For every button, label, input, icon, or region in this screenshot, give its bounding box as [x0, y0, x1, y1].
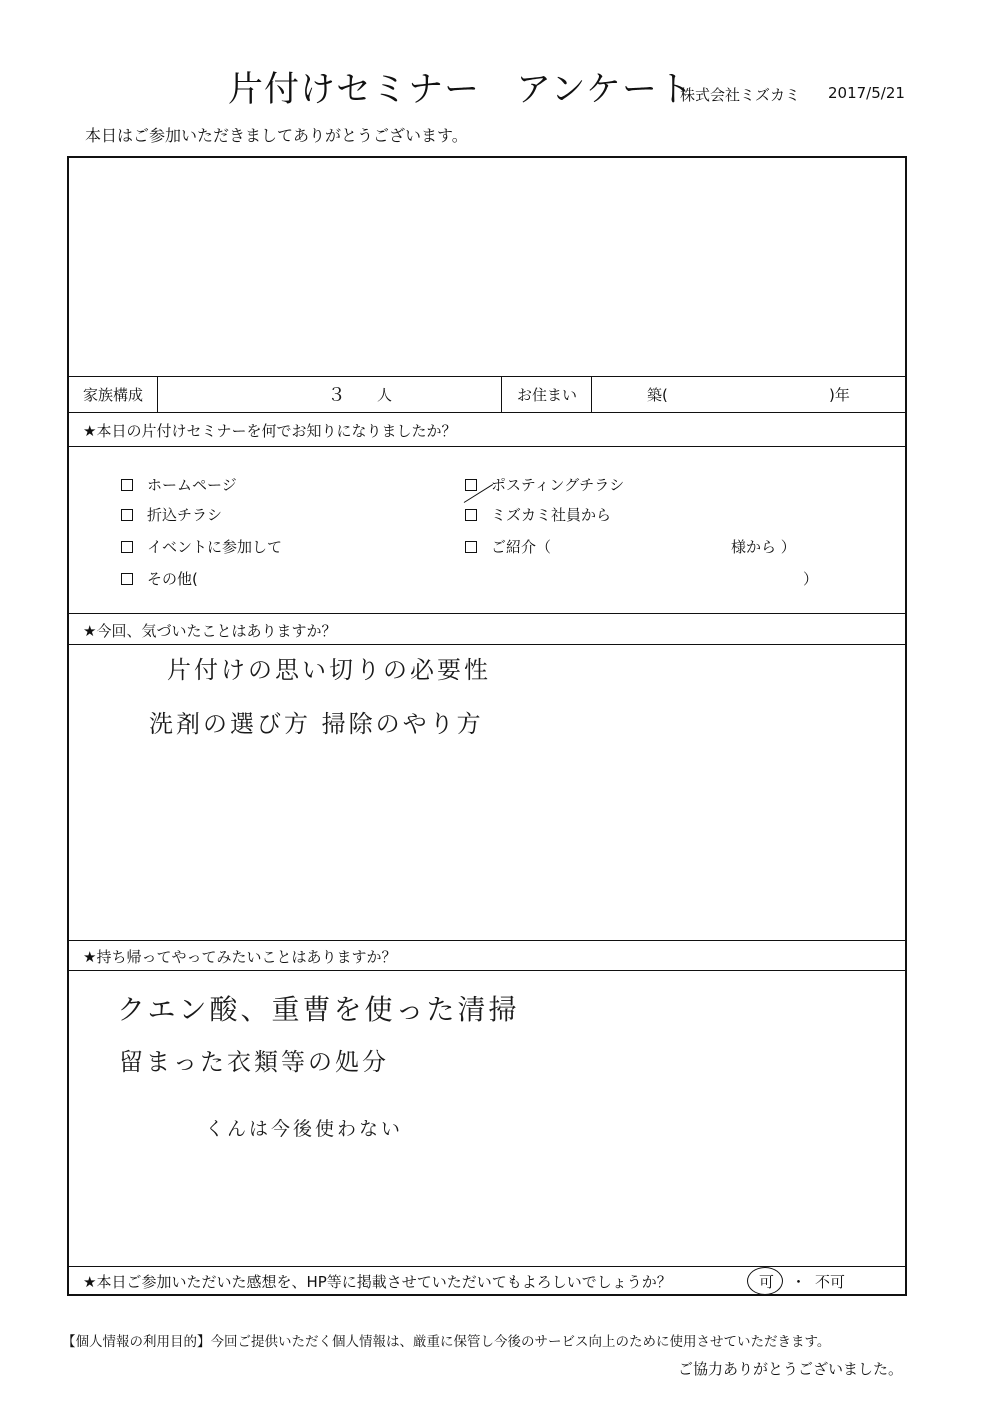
other-close-paren: ）	[803, 570, 819, 588]
option-label: その他(	[147, 570, 198, 588]
divider	[69, 940, 905, 941]
company-name: 株式会社ミズカミ	[680, 86, 801, 104]
option-posting-flyer[interactable]	[465, 474, 624, 495]
option-staff[interactable]	[465, 504, 611, 525]
checkbox-checked[interactable]	[465, 509, 477, 521]
question-permission: ★本日ご参加いただいた感想を、HP等に掲載させていただいてもよろしいでしょうか？	[83, 1273, 672, 1291]
option-label: ホームページ	[147, 476, 237, 494]
divider	[591, 376, 592, 412]
page-title: 片付けセミナー アンケート	[228, 70, 694, 110]
family-unit-label: 人	[377, 386, 393, 404]
checkbox[interactable]	[121, 479, 133, 491]
divider	[157, 376, 158, 412]
divider	[69, 446, 905, 447]
option-homepage[interactable]	[121, 474, 237, 495]
thanks-text: ご協力ありがとうございました。	[678, 1360, 904, 1378]
family-count-value[interactable]: ３	[327, 384, 350, 406]
option-label: ポスティングチラシ	[491, 476, 625, 494]
divider	[69, 613, 905, 614]
built-years-label: 築(	[647, 386, 668, 404]
greeting-text: 本日はご参加いただきましてありがとうございます。	[85, 126, 468, 145]
option-insert-flyer[interactable]	[121, 504, 222, 525]
family-label: 家族構成	[83, 386, 144, 404]
question-try-at-home: ★持ち帰ってやってみたいことはありますか？	[83, 948, 397, 966]
residence-label: お住まい	[517, 386, 578, 404]
referral-suffix: 様から ）	[731, 538, 796, 556]
option-other[interactable]	[121, 568, 198, 589]
permission-separator: ・	[791, 1273, 807, 1291]
checkbox[interactable]	[465, 541, 477, 553]
checkbox[interactable]	[121, 573, 133, 585]
option-label: イベントに参加して	[147, 538, 283, 556]
divider	[69, 1266, 905, 1267]
divider	[69, 644, 905, 645]
checkbox[interactable]	[121, 541, 133, 553]
handwritten-answer[interactable]: クエン酸、重曹を使った清掃	[117, 993, 520, 1026]
survey-date: 2017/5/21	[828, 84, 905, 102]
question-how-heard: ★本日の片付けセミナーを何でお知りになりましたか？	[83, 422, 457, 440]
option-referral[interactable]	[465, 536, 551, 557]
permission-yes[interactable]: 可	[759, 1273, 775, 1291]
divider	[69, 970, 905, 971]
privacy-notice: 【個人情報の利用目的】今回ご提供いただく個人情報は、厳重に保管し今後のサービス向上のために使用させていただきます。	[62, 1334, 831, 1350]
option-label: 折込チラシ	[147, 506, 223, 524]
survey-form	[67, 156, 907, 1296]
handwritten-answer[interactable]: 洗剤の選び方 掃除のやり方	[149, 710, 484, 738]
option-event[interactable]	[121, 536, 282, 557]
option-label: ミズカミ社員から	[491, 506, 612, 524]
divider	[69, 412, 905, 413]
handwritten-answer[interactable]: 留まった衣類等の処分	[119, 1048, 389, 1076]
checkbox[interactable]	[465, 479, 477, 491]
divider	[501, 376, 502, 412]
handwritten-answer[interactable]: 片付けの思い切りの必要性	[167, 656, 491, 684]
permission-no[interactable]: 不可	[815, 1273, 846, 1291]
checkbox[interactable]	[121, 509, 133, 521]
question-noticed: ★今回、気づいたことはありますか？	[83, 622, 337, 640]
year-suffix-label: )年	[829, 386, 850, 404]
divider	[69, 376, 905, 377]
option-label: ご紹介（	[491, 538, 552, 556]
handwritten-answer[interactable]: くんは今後使わない	[205, 1118, 404, 1140]
